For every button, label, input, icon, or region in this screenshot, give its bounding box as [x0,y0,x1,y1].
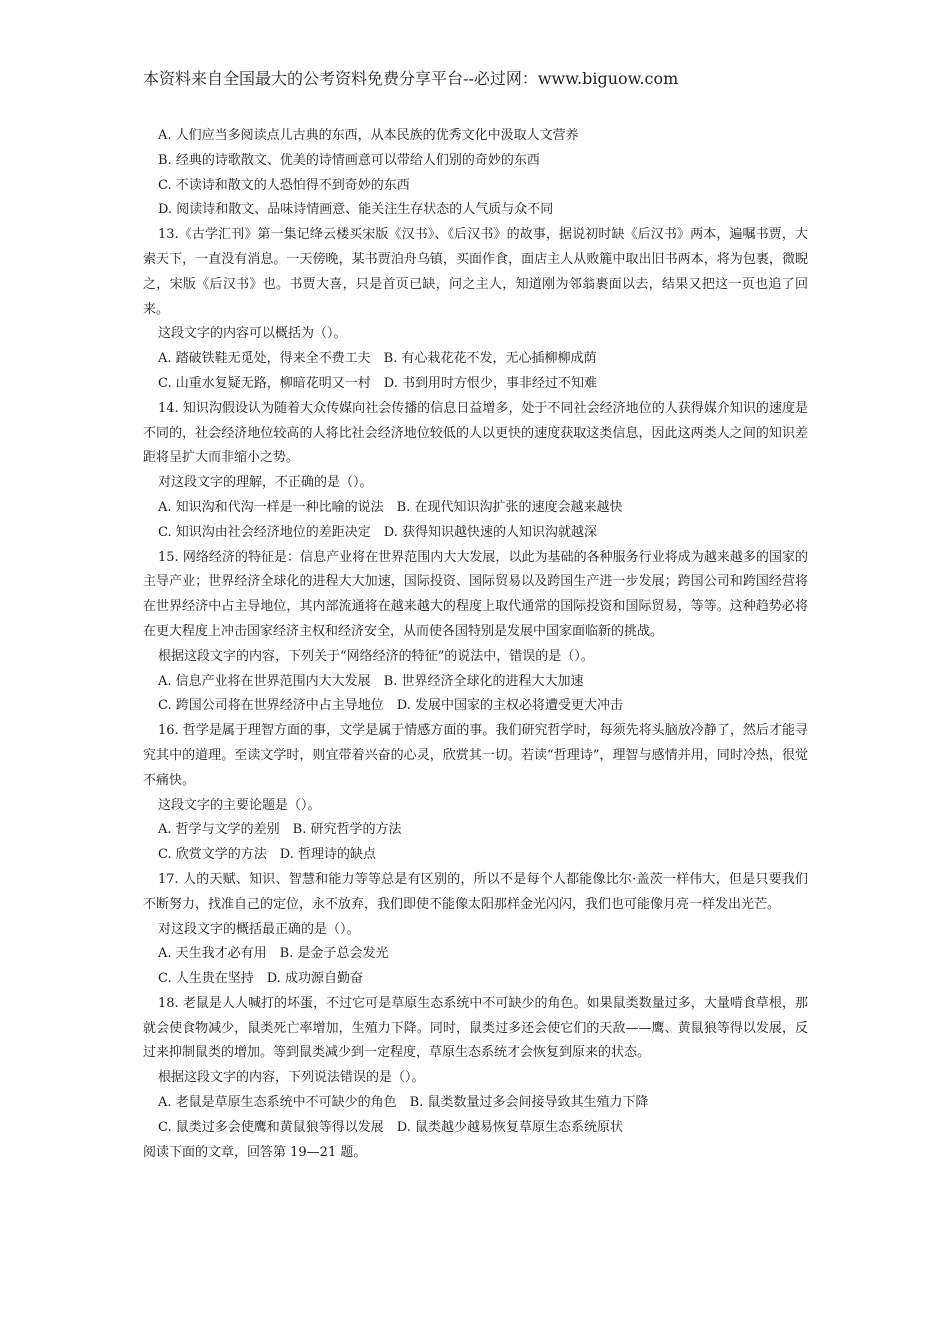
q14-options-ab: A. 知识沟和代沟一样是一种比喻的说法 B. 在现代知识沟扩张的速度会越来越快 [158,499,623,515]
q13-question: 这段文字的内容可以概括为（）。 [158,326,347,342]
q12-option-b: B. 经典的诗歌散文、优美的诗情画意可以带给人们别的奇妙的东西 [158,152,540,168]
q18-options-ab: A. 老鼠是草原生态系统中不可缺少的角色 B. 鼠类数量过多会间接导致其生殖力下降 [158,1095,649,1111]
q13-options-cd: C. 山重水复疑无路，柳暗花明又一村 D. 书到用时方恨少，事非经过不知难 [158,375,597,391]
q15-options-cd: C. 跨国公司将在世界经济中占主导地位 D. 发展中国家的主权必将遭受更大冲击 [158,698,623,714]
q16-options-ab: A. 哲学与文学的差别 B. 研究哲学的方法 [158,822,402,838]
q17-options-ab: A. 天生我才必有用 B. 是金子总会发光 [158,946,389,962]
q14-question: 对这段文字的理解，不正确的是（）。 [158,475,373,491]
q13-passage: 13.《古学汇刊》第一集记绛云楼买宋版《汉书》、《后汉书》的故事，据说初时缺《后汉书》两本，遍嘱书贾，大索天下，一直没有消息。一天傍晚，某书贾泊舟乌镇，买面作食，面店主人从败簏中取出旧书两本，将为包裹，微睨之，宋版《后汉书》也。书贾大喜，只是首页已缺，问之主人，知道刚为邻翁裹面以去，结果又把这一页也追了回来。 [143,227,808,317]
q12-option-c: C. 不读诗和散文的人恐怕得不到奇妙的东西 [158,177,410,193]
page-header: 本资料来自全国最大的公考资料免费分享平台--必过网：www.biguow.com [143,69,679,88]
q14-options-cd: C. 知识沟由社会经济地位的差距决定 D. 获得知识越快速的人知识沟就越深 [158,524,597,540]
q15-options-ab: A. 信息产业将在世界范围内大大发展 B. 世界经济全球化的进程大大加速 [158,673,584,689]
q18-options-cd: C. 鼠类过多会使鹰和黄鼠狼等得以发展 D. 鼠类越少越易恢复草原生态系统原状 [158,1119,623,1135]
q12-option-a: A. 人们应当多阅读点儿古典的东西，从本民族的优秀文化中汲取人文营养 [158,128,579,143]
q17-options-cd: C. 人生贵在坚持 D. 成功源自勤奋 [158,971,363,987]
document-body [143,124,808,1165]
q16-options-cd: C. 欣赏文学的方法 D. 哲理诗的缺点 [158,847,376,863]
q17-question: 对这段文字的概括最正确的是（）。 [158,921,360,937]
q18-question: 根据这段文字的内容，下列说法错误的是（）。 [158,1070,425,1086]
q16-question: 这段文字的主要论题是（）。 [158,797,321,813]
q13-options-ab: A. 踏破铁鞋无觅处，得来全不费工夫 B. 有心栽花花不发，无心插柳柳成荫 [158,351,597,367]
q15-passage: 15. 网络经济的特征是：信息产业将在世界范围内大大发展，以此为基础的各种服务行业将成为越来越多的国家的主导产业；世界经济全球化的进程大大加速，国际投资、国际贸易以及跨国生产进一步发展；跨国公司和跨国经营将在世界经济中占主导地位，其内部流通将在越来越大的程度上取代通常的国际投资和国际贸易，等等。这种趋势必将在更大程度上冲击国家经济主权和经济安全，从而使各国特别是发展中国家面临新的挑战。 [143,549,808,639]
q16-passage: 16. 哲学是属于理智方面的事，文学是属于情感方面的事。我们研究哲学时，每须先将头脑放冷静了，然后才能寻究其中的道理。至读文学时，则宜带着兴奋的心灵，欣赏其一切。若读“哲理诗”，理智与感情并用，同时冷热，很觉不痛快。 [143,723,808,788]
q15-question: 根据这段文字的内容，下列关于“网络经济的特征”的说法中，错误的是（）。 [158,648,594,664]
reading-instruction: 阅读下面的文章，回答第 19—21 题。 [143,1144,367,1160]
q17-passage: 17. 人的天赋、知识、智慧和能力等等总是有区别的，所以不是每个人都能像比尔·盖茨一样伟大，但是只要我们不断努力，找准自己的定位，永不放弃，我们即使不能像太阳那样金光闪闪，我们也可能像月亮一样发出光芒。 [143,871,808,912]
q18-passage: 18. 老鼠是人人喊打的坏蛋，不过它可是草原生态系统中不可缺少的角色。如果鼠类数量过多，大量啃食草根，那就会使食物减少，鼠类死亡率增加，生殖力下降。同时，鼠类过多还会使它们的天敌——鹰、黄鼠狼等得以发展，反过来抑制鼠类的增加。等到鼠类减少到一定程度，草原生态系统才会恢复到原来的状态。 [143,995,808,1061]
q14-passage: 14. 知识沟假设认为随着大众传媒向社会传播的信息日益增多，处于不同社会经济地位的人获得媒介知识的速度是不同的，社会经济地位较高的人将比社会经济地位较低的人以更快的速度获取这类信息，因此这两类人之间的知识差距将呈扩大而非缩小之势。 [143,400,808,466]
q12-option-d: D. 阅读诗和散文、品味诗情画意、能关注生存状态的人气质与众不同 [158,202,554,218]
